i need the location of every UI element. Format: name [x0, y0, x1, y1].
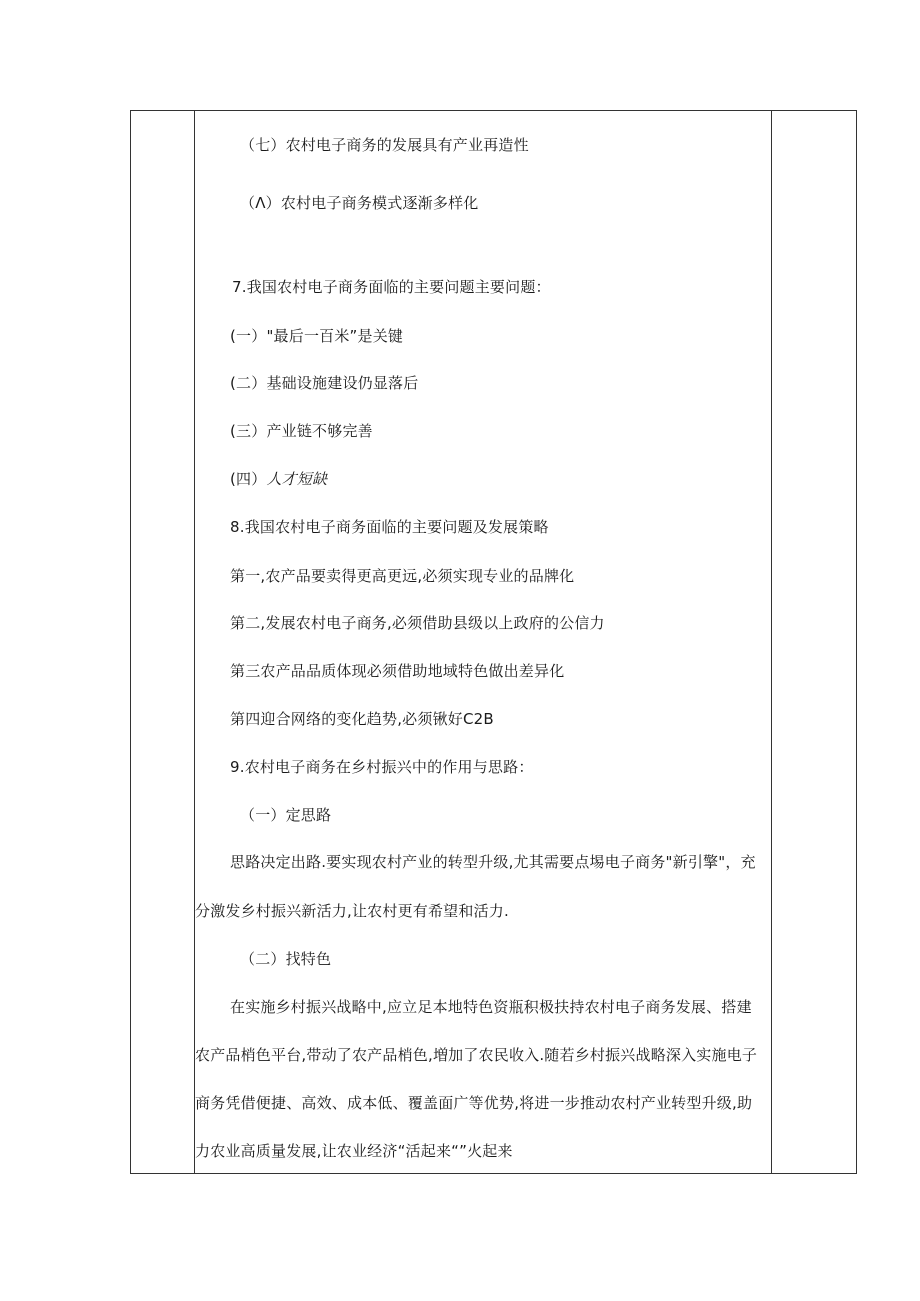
problem-1: (一）"最后一百米”是关键: [230, 327, 404, 345]
problem-4-number: (四）: [230, 470, 267, 488]
subheading-1: （一）定思路: [240, 806, 332, 824]
subheading-2: （二）找特色: [240, 950, 332, 968]
content-cell: [195, 111, 771, 1173]
section-9-title: 9.农村电子商务在乡村振兴中的作用与思路：: [230, 758, 534, 776]
section-8-title: 8.我国农村电子商务面临的主要问题及发展策略: [230, 518, 549, 536]
paragraph-1-line-2: 分激发乡村振兴新活力,让农村更有希望和活力.: [195, 902, 509, 920]
paragraph-2-line-4: 力农业高质量发展,让农业经济“活起来“”火起来: [195, 1142, 513, 1160]
paragraph-2-line-3: 商务凭借便捷、高效、成本低、覆盖面广等优势,将进一步推动农村产业转型升级,助: [195, 1094, 753, 1112]
heading-eight: （Λ）农村电子商务模式逐渐多样化: [240, 194, 479, 212]
table-right-column-divider: [771, 111, 772, 1173]
problem-4-text: 人才短缺: [266, 470, 328, 488]
problem-3: (三）产业链不够完善: [230, 422, 373, 440]
strategy-4: 第四迎合网络的变化趋势,必须锹好C2B: [230, 710, 494, 728]
strategy-1: 第一,农产品要卖得更高更远,必须实现专业的品牌化: [230, 567, 575, 585]
problem-4: [230, 469, 327, 489]
document-table: [130, 110, 857, 1174]
problem-2: (二）基础设施建设仍显落后: [230, 374, 419, 392]
paragraph-1-line-1: 思路决定出路.要实现农村产业的转型升级,尤其需要点埸电子商务"新引擎"，充: [230, 853, 756, 871]
paragraph-2-line-1: 在实施乡村振兴战略中,应立足本地特色资瓶积极扶持农村电子商务发展、搭建: [230, 998, 752, 1016]
paragraph-2-line-2: 农产品梢色平台,带动了农产品梢色,増加了农民收入.随若乡村振兴战略深入实施电子: [195, 1046, 758, 1064]
strategy-2: 第二,发展农村电子商务,必须借助县级以上政府的公信力: [230, 614, 605, 632]
section-7-title: 7.我国农村电子商务面临的主要问题主要问题：: [232, 278, 551, 296]
strategy-3: 第三农产品品质体现必须借助地域特色做出差异化: [230, 662, 565, 680]
heading-seven: （七）农村电子商务的发展具有产业再造性: [240, 136, 529, 154]
